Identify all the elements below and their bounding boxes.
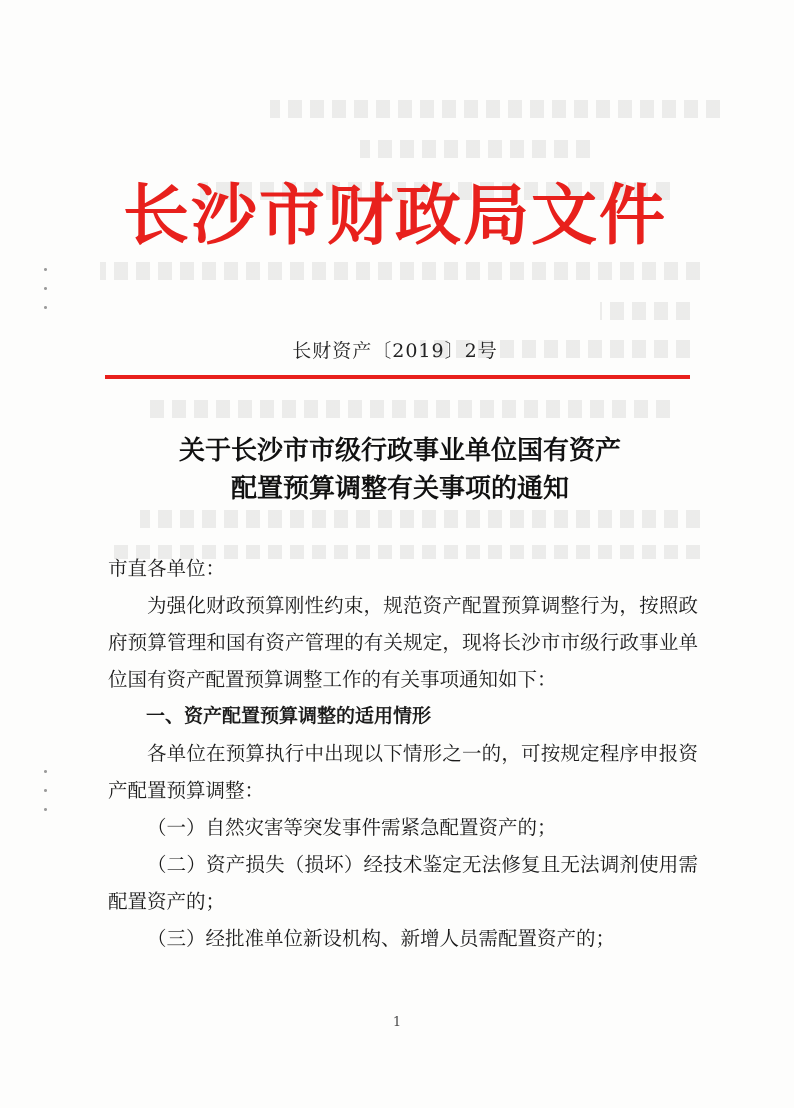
notice-title-line-2: 配置预算调整有关事项的通知 [230, 474, 569, 504]
show-through-line [150, 400, 670, 418]
salutation: 市直各单位： [108, 557, 226, 580]
intro-paragraph: 为强化财政预算刚性约束，规范资产配置预算调整行为，按照政府预算管理和国有资产管理的有关规定，现将长沙市市级行政事业单位国有资产配置预算调整工作的有关事项通知如下： [108, 594, 698, 691]
document-body [108, 550, 698, 957]
letterhead-red-rule [105, 375, 690, 379]
letterhead-title: 长沙市财政局文件 [123, 176, 667, 254]
show-through-line [600, 302, 690, 320]
show-through-line [100, 262, 700, 280]
binding-marks-bottom [44, 770, 50, 827]
case-item-3: （三）经批准单位新设机构、新增人员需配置资产的； [147, 927, 616, 950]
show-through-line [140, 510, 700, 528]
notice-title [80, 432, 720, 508]
case-item-2: （二）资产损失（损坏）经技术鉴定无法修复且无法调剂使用需配置资产的； [108, 853, 698, 913]
applicable-cases-paragraph: 各单位在预算执行中出现以下情形之一的，可按规定程序申报资产配置预算调整： [108, 742, 698, 802]
section-heading-1: 一、资产配置预算调整的适用情形 [146, 705, 432, 727]
binding-marks-top [44, 268, 50, 325]
document-number: 长财资产〔2019〕2号 [292, 340, 498, 362]
notice-title-line-1: 关于长沙市市级行政事业单位国有资产 [178, 436, 621, 466]
page-number: 1 [392, 1015, 402, 1030]
show-through-line [360, 140, 590, 158]
show-through-line [270, 100, 720, 118]
case-item-1: （一）自然灾害等突发事件需紧急配置资产的； [147, 816, 557, 839]
